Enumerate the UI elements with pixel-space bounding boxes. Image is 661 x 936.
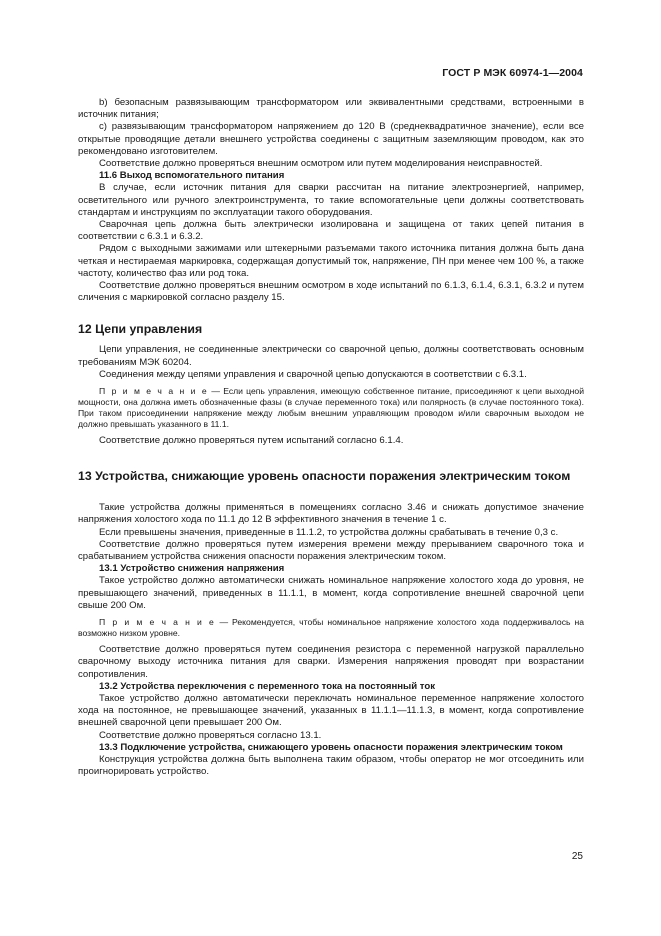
subsection-heading-13-3: 13.3 Подключение устройства, снижающего уровень опасности поражения электрическим током <box>99 741 563 753</box>
compliance-text: Соответствие должно проверяться путем соединения резистора с переменной нагрузкой параллельно сварочному выходу источника питания для сварки. Измерения напряжения проводят при возрастании сопротивления. <box>78 644 584 680</box>
paragraph: Если превышены значения, приведенные в 11.1.2, то устройства должны срабатывать в течение 0,3 с. <box>99 526 559 538</box>
page-number: 25 <box>571 851 583 862</box>
section-heading-13: 13 Устройства, снижающие уровень опасности поражения электрическим током <box>78 469 571 484</box>
paragraph: Такое устройство должно автоматически переключать номинальное переменное напряжение холостого хода на постоянное, не превышающее значений, указанных в 11.1.1—11.1.3, в момент, когда сопротивление внешней сварочной цепи превышает 200 Ом. <box>78 692 584 729</box>
subsection-heading-13-1: 13.1 Устройство снижения напряжения <box>99 563 285 575</box>
paragraph: Сварочная цепь должна быть электрически изолирована и защищена от таких цепей питания в соответствии с 6.3.1 и 6.3.2. <box>78 219 584 243</box>
paragraph: Конструкция устройства должна быть выполнена таким образом, чтобы оператор не мог отсоединить или проигнорировать устройство. <box>78 753 584 778</box>
compliance-text: Соответствие должно проверяться путем испытаний согласно 6.1.4. <box>99 435 404 447</box>
note <box>78 386 584 430</box>
compliance-text: Соответствие должно проверяться внешним осмотром или путем моделирования неисправностей. <box>99 158 543 170</box>
note-text: — Рекомендуется, чтобы номинальное напряжение холостого хода поддерживалось на возможно низком уровне. <box>78 617 584 639</box>
compliance-text: Соответствие должно проверяться согласно 13.1. <box>99 729 322 741</box>
paragraph: Цепи управления, не соединенные электрически со сварочной цепью, должны соответствовать основным требованиям МЭК 60204. <box>78 344 584 368</box>
note-label: П р и м е ч а н и е <box>99 617 216 628</box>
list-item-b: b) безопасным развязывающим трансформатором или эквивалентными средствами, встроенными в источник питания; <box>78 97 584 121</box>
paragraph: В случае, если источник питания для сварки рассчитан на питание электроэнергией, например, осветительного или ручного электроинструмента, то такие вспомогательные цепи должны соответствовать стандартам и инструкциям по эксплуатации такого оборудования. <box>78 182 584 218</box>
compliance-text: Соответствие должно проверяться путем измерения времени между прерыванием сварочного тока и срабатыванием устройства снижения опасности поражения электрическим током. <box>78 538 584 563</box>
note <box>78 617 584 639</box>
compliance-text: Соответствие должно проверяться внешним осмотром в ходе испытаний по 6.1.3, 6.1.4, 6.3.1, 6.3.2 и путем сличения с маркировкой согласно разделу 15. <box>78 280 584 304</box>
paragraph: Рядом с выходными зажимами или штекерными разъемами такого источника питания должна быть дана четкая и нестираемая маркировка, содержащая допустимый ток, напряжение, ПН при менее чем 100 %, а также частоту, количество фаз или род тока. <box>78 243 584 279</box>
list-item-c: c) развязывающим трансформатором напряжением до 120 В (среднеквадратичное значение), если все открытые проводящие детали внешнего устройства соединены с защитным заземляющим проводом, как это рекомендовано изготовителем. <box>78 121 584 157</box>
note-text: — Если цепь управления, имеющую собственное питание, присоединяют к цепи выходной мощности, она должна иметь обозначенные фазы (в случае переменного тока) или полярность (в случае постоянного тока). При таком присоединении напряжение между любым внешним управляющим проводом и/или сварочным выходом не должно превышать указанного в 11.1. <box>78 386 584 430</box>
document-body <box>78 97 584 778</box>
subsection-heading-13-2: 13.2 Устройства переключения с переменного тока на постоянный ток <box>99 680 436 692</box>
document-header: ГОСТ Р МЭК 60974-1—2004 <box>442 67 583 79</box>
paragraph: Такое устройство должно автоматически снижать номинальное напряжение холостого хода до уровня, не превышающего значений, приведенных в 11.1.1, в момент, когда сопротивление внешней сварочной цепи свыше 200 Ом. <box>78 575 584 611</box>
note-label: П р и м е ч а н и е <box>99 386 209 397</box>
paragraph: Такие устройства должны применяться в помещениях согласно 3.46 и снижать допустимое значение напряжения холостого хода по 11.1 до 12 В эффективного значения в течение 1 с. <box>78 502 584 526</box>
paragraph: Соединения между цепями управления и сварочной цепью допускаются в соответствии с 6.3.1. <box>99 368 527 380</box>
subsection-heading-11-6: 11.6 Выход вспомогательного питания <box>99 170 285 182</box>
section-heading-12: 12 Цепи управления <box>78 322 203 337</box>
